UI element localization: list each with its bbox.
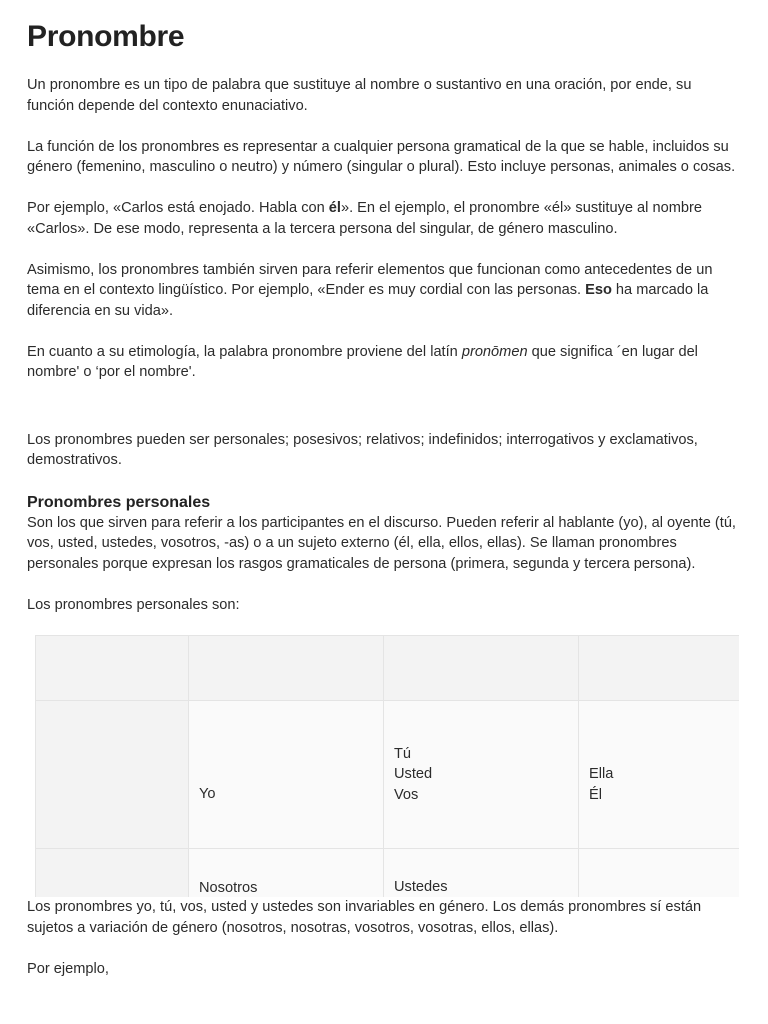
table-cell-third-person (579, 701, 740, 849)
pronouns-table (35, 635, 739, 897)
paragraph-antecedents (27, 260, 741, 322)
paragraph-function: La función de los pronombres es representar a cualquier persona gramatical de la que se hable, incluidos su género (femenino, masculino o neutro) y número (singular o plural). Esto incluye personas, animales o cosas. (27, 138, 736, 175)
text-segment: Por ejemplo, «Carlos está enojado. Habla con (27, 200, 329, 216)
text-segment: ha marcado la diferencia en su vida». (27, 282, 709, 319)
table-header-cell (36, 636, 189, 701)
table-cell-second-person (384, 849, 579, 898)
bold-pronoun: Eso (585, 282, 612, 298)
table-cell-second-person (384, 701, 579, 849)
table-cell-first-person (189, 701, 384, 849)
paragraph-types: Los pronombres pueden ser personales; posesivos; relativos; indefinidos; interrogativos y exclamativos, demostrativos. (27, 431, 698, 468)
italic-latin-word: pronōmen (461, 343, 528, 360)
table-row (36, 849, 740, 898)
text-segment: Asimismo, los pronombres también sirven para referir elementos que funcionan como antecedentes de un tema en el contexto lingüístico. Por ejemplo, «Ender es muy cordial con las personas. (27, 261, 713, 298)
text-segment: que significa ´en lugar del nombre' o ‘por el nombre'. (27, 343, 698, 380)
paragraph-gender-variation: Los pronombres yo, tú, vos, usted y ustedes son invariables en género. Los demás pronombres sí están sujetos a variación de género (nosotros, nosotras, vosotros, vosotras, ellos, ellas). (27, 899, 702, 936)
pronoun: Él (589, 786, 602, 803)
bold-pronoun: él (328, 200, 341, 216)
paragraph-definition: Un pronombre es un tipo de palabra que sustituye al nombre o sustantivo en una oración, por ende, su función depende del contexto enunaciativo. (27, 77, 692, 114)
table-row (36, 701, 740, 849)
pronoun: Usted (394, 766, 433, 783)
text-segment: En cuanto a su etimología, la palabra pronombre proviene del latín (27, 343, 462, 360)
pronoun: Nosotros (199, 879, 258, 896)
table-header-row (36, 636, 740, 701)
table-header-cell (384, 636, 579, 701)
pronoun: Tú (394, 745, 412, 762)
row-label-cell (36, 849, 189, 898)
pronoun: Yo (199, 786, 216, 803)
paragraph-example-carlos (27, 198, 741, 239)
pronoun: Ustedes (394, 879, 448, 896)
table-header-cell (189, 636, 384, 701)
table-cell-first-person (189, 849, 384, 898)
text-segment: ». En el ejemplo, el pronombre «él» sustituye al nombre «Carlos». De ese modo, representa a la tercera persona del singular, de género masculino. (27, 200, 702, 237)
page-title: Pronombre (27, 20, 185, 53)
section-heading-personales: Pronombres personales (27, 493, 211, 511)
table-cell-third-person (579, 849, 740, 898)
paragraph-personales-lead: Los pronombres personales son: (27, 596, 240, 613)
row-label-cell (36, 701, 189, 849)
pronoun: Ella (589, 766, 614, 782)
pronouns-table-container (35, 635, 739, 897)
paragraph-etymology (27, 342, 741, 383)
table-header-cell (579, 636, 740, 701)
paragraph-closing: Por ejemplo, (27, 960, 109, 977)
pronoun: Vos (394, 786, 419, 803)
paragraph-personales-intro: Son los que sirven para referir a los participantes en el discurso. Pueden referir al hablante (yo), al oyente (tú, vos, usted, ustedes, vosotros, -as) o a un sujeto externo (él, ella, ellos, ellas). Se llaman pronombres personales porque expresan los rasgos gramaticales de persona (primera, segunda y tercera persona). (27, 514, 736, 572)
